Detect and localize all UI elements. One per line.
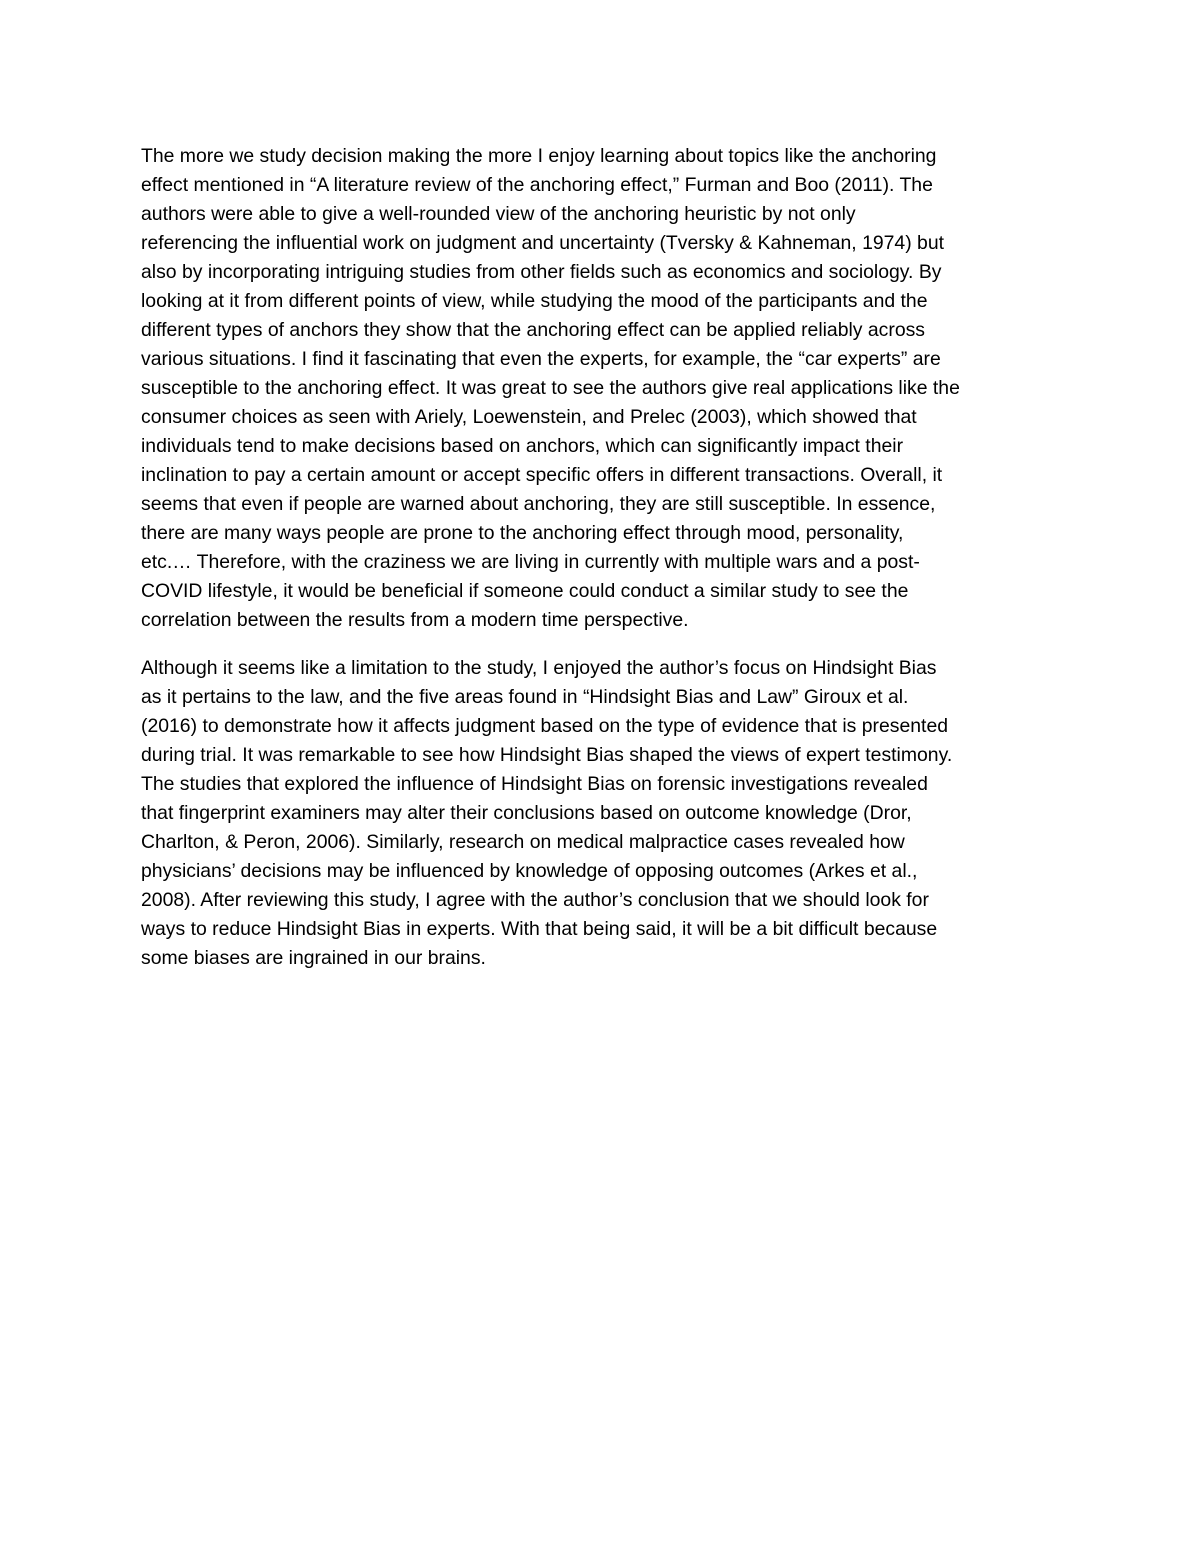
text-line: inclination to pay a certain amount or accept specific offers in different transactions. Overall, it <box>141 464 943 486</box>
paragraph-2 <box>141 654 1071 973</box>
text-line: various situations. I find it fascinating that even the experts, for example, the “car experts” are <box>141 348 941 370</box>
text-line: some biases are ingrained in our brains. <box>141 947 486 969</box>
text-line: authors were able to give a well-rounded view of the anchoring heuristic by not only <box>141 203 856 225</box>
text-line: (2016) to demonstrate how it affects judgment based on the type of evidence that is presented <box>141 715 949 737</box>
text-line: consumer choices as seen with Ariely, Loewenstein, and Prelec (2003), which showed that <box>141 406 917 428</box>
text-line: individuals tend to make decisions based on anchors, which can significantly impact their <box>141 435 904 457</box>
text-line: effect mentioned in “A literature review of the anchoring effect,” Furman and Boo (2011). The <box>141 174 933 196</box>
document-body <box>141 142 1071 973</box>
text-line: there are many ways people are prone to the anchoring effect through mood, personality, <box>141 522 904 544</box>
text-line: that fingerprint examiners may alter their conclusions based on outcome knowledge (Dror, <box>141 802 912 824</box>
text-line: Although it seems like a limitation to the study, I enjoyed the author’s focus on Hindsight Bias <box>141 657 937 679</box>
text-line: looking at it from different points of view, while studying the mood of the participants and the <box>141 290 928 312</box>
text-line: Charlton, & Peron, 2006). Similarly, research on medical malpractice cases revealed how <box>141 831 905 853</box>
text-line: seems that even if people are warned about anchoring, they are still susceptible. In essence, <box>141 493 936 515</box>
text-line: different types of anchors they show that the anchoring effect can be applied reliably across <box>141 319 926 341</box>
text-line: as it pertains to the law, and the five areas found in “Hindsight Bias and Law” Giroux et al. <box>141 686 909 708</box>
text-line: ways to reduce Hindsight Bias in experts. With that being said, it will be a bit difficult because <box>141 918 938 940</box>
text-line: during trial. It was remarkable to see how Hindsight Bias shaped the views of expert testimony. <box>141 744 953 766</box>
text-line: also by incorporating intriguing studies from other fields such as economics and sociology. By <box>141 261 942 283</box>
text-line: referencing the influential work on judgment and uncertainty (Tversky & Kahneman, 1974) but <box>141 232 945 254</box>
text-line: etc.… Therefore, with the craziness we are living in currently with multiple wars and a post- <box>141 551 920 573</box>
paragraph-spacing <box>141 635 1071 654</box>
text-line: physicians’ decisions may be influenced by knowledge of opposing outcomes (Arkes et al., <box>141 860 918 882</box>
text-line: correlation between the results from a modern time perspective. <box>141 609 689 631</box>
paragraph-1 <box>141 142 1071 635</box>
text-line: The more we study decision making the more I enjoy learning about topics like the anchoring <box>141 145 937 167</box>
text-line: The studies that explored the influence of Hindsight Bias on forensic investigations revealed <box>141 773 928 795</box>
text-line: 2008). After reviewing this study, I agree with the author’s conclusion that we should look for <box>141 889 929 911</box>
text-line: COVID lifestyle, it would be beneficial if someone could conduct a similar study to see the <box>141 580 909 602</box>
text-line: susceptible to the anchoring effect. It was great to see the authors give real applications like the <box>141 377 960 399</box>
